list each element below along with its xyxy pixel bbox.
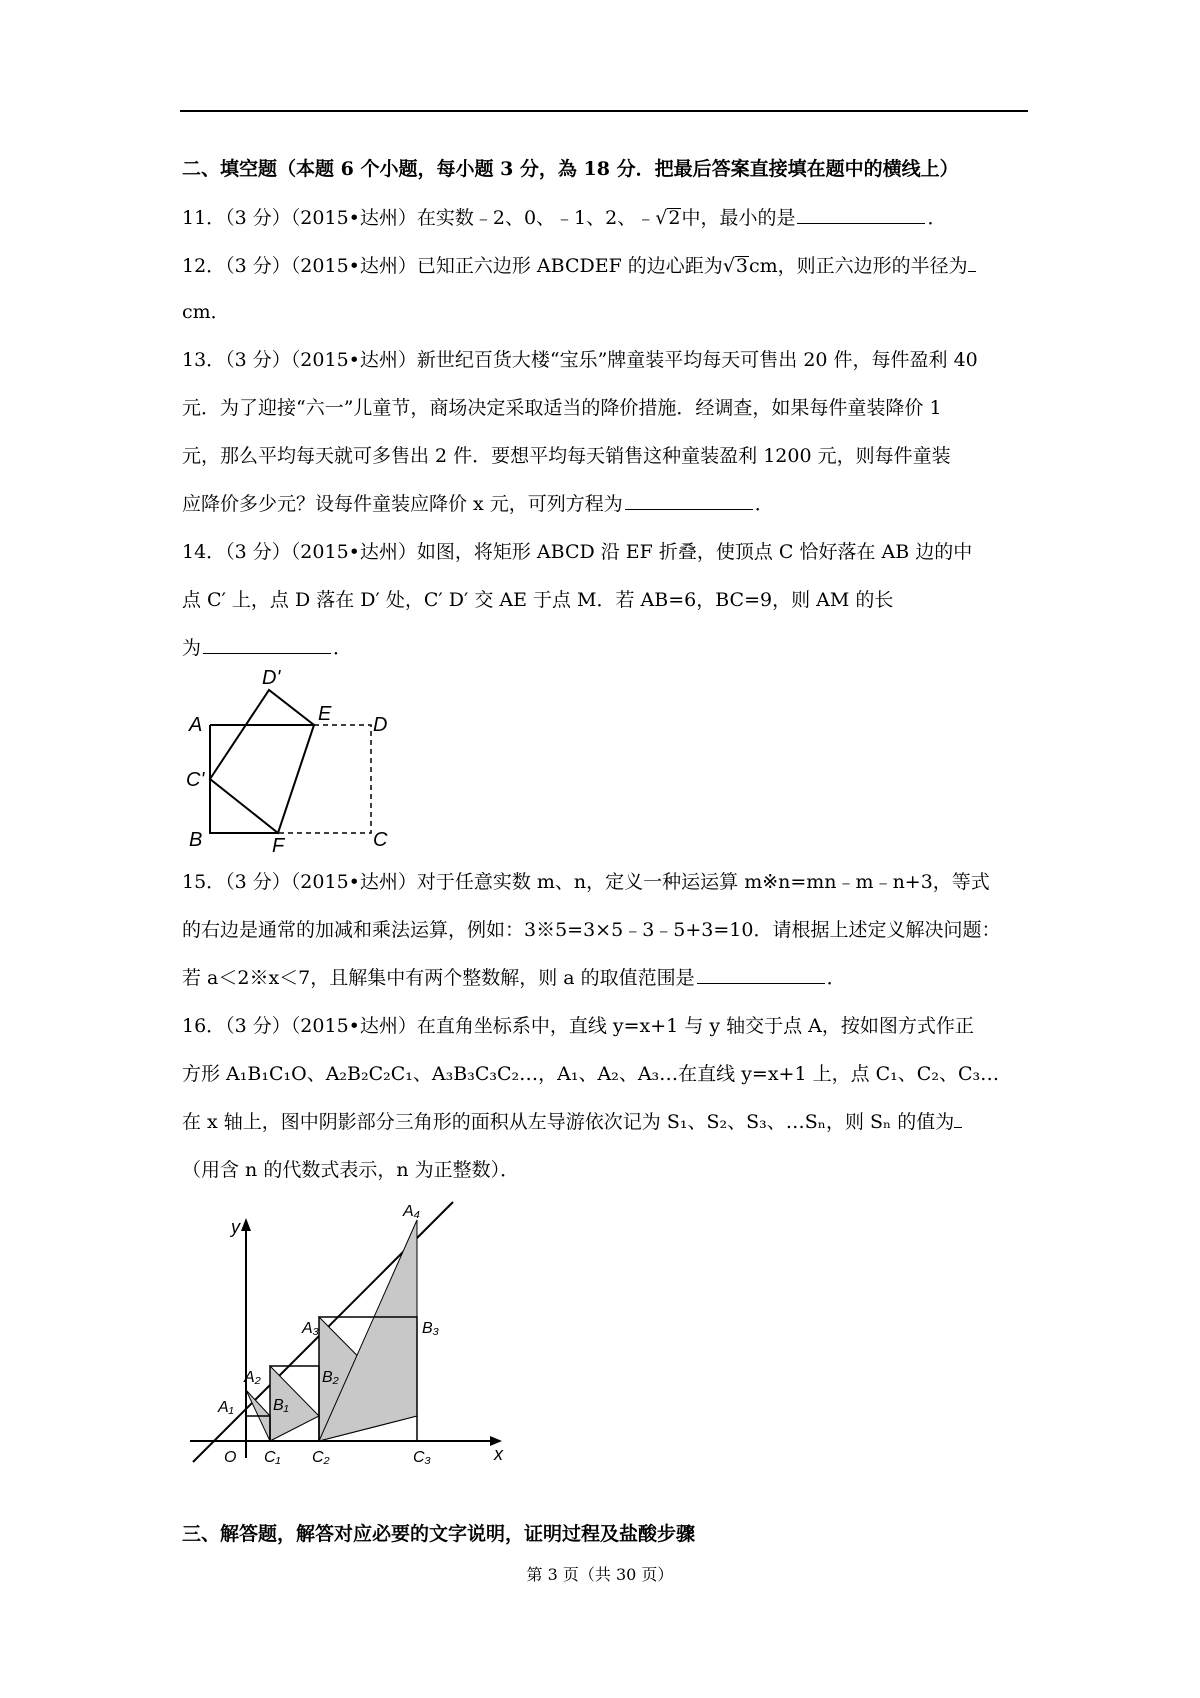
label-A1: A₁ xyxy=(218,1399,234,1416)
sqrt-symbol: √ xyxy=(655,207,668,229)
figure-coordinate-squares xyxy=(180,1200,510,1470)
question-15-line1: 15．（3 分）（2015•达州）对于任意实数 m、n，定义一种运运算 m※n=mn﹣m﹣n+3，等式 xyxy=(182,871,990,893)
answer-blank xyxy=(625,507,753,510)
shaded-triangle-4 xyxy=(319,1220,417,1441)
label-C1: C₁ xyxy=(264,1449,281,1466)
label-A4: A₄ xyxy=(403,1203,421,1220)
label-C2: C₂ xyxy=(312,1449,330,1466)
label-A2: A₂ xyxy=(244,1369,261,1386)
section-heading-fill-blank: 二、填空题（本题 6 个小题，每小题 3 分，為 18 分．把最后答案直接填在题中的横线上） xyxy=(182,158,959,180)
question-15-line3: 若 a＜2※x＜7，且解集中有两个整数解，则 a 的取值范围是 ． xyxy=(182,967,846,989)
dashed-original-edges xyxy=(278,725,371,833)
question-14-line2: 点 C′ 上，点 D 落在 D′ 处，C′ D′ 交 AE 于点 M．若 AB=6，BC=9，则 AM 的长 xyxy=(182,589,894,611)
label-B: B xyxy=(189,829,203,851)
question-13-line2: 元．为了迎接“六一”儿童节，商场决定采取适当的降价措施．经调查，如果每件童装降价 1 xyxy=(182,397,942,419)
label-C: C xyxy=(373,829,388,851)
question-13-line1: 13．（3 分）（2015•达州）新世纪百货大楼“宝乐”牌童装平均每天可售出 20 件，每件盈利 40 xyxy=(182,349,978,371)
label-B2: B₂ xyxy=(322,1369,339,1386)
label-O: O xyxy=(224,1449,237,1466)
question-13-line3: 元，那么平均每天就可多售出 2 件．要想平均每天销售这种童装盈利 1200 元，则每件童装 xyxy=(182,445,951,467)
header-rule xyxy=(180,110,1028,112)
answer-blank xyxy=(797,221,925,224)
answer-blank xyxy=(203,651,331,654)
answer-blank xyxy=(968,269,976,272)
sqrt-symbol: √ xyxy=(722,255,735,277)
radicand: 3 xyxy=(735,255,749,277)
y-axis-arrow-icon xyxy=(241,1218,251,1231)
label-C3: C₃ xyxy=(413,1449,431,1466)
label-B3: B₃ xyxy=(422,1320,440,1337)
question-16-line4: （用含 n 的代数式表示，n 为正整数）． xyxy=(182,1159,520,1181)
question-12-line2: cm． xyxy=(182,301,230,323)
label-A: A xyxy=(189,714,203,736)
label-B1: B₁ xyxy=(273,1397,289,1414)
folded-quadrilateral xyxy=(210,690,314,833)
question-14-line1: 14．（3 分）（2015•达州）如图，将矩形 ABCD 沿 EF 折叠，使顶点 C 恰好落在 AB 边的中 xyxy=(182,541,973,563)
label-D: D xyxy=(373,714,388,736)
figure-rectangle-fold xyxy=(180,670,400,852)
label-y: y xyxy=(231,1217,240,1237)
page-footer: 第 3 页（共 30 页） xyxy=(526,1565,674,1584)
label-x: x xyxy=(494,1444,503,1464)
label-F: F xyxy=(272,835,285,852)
rect-left-bottom-edges xyxy=(210,725,278,833)
question-16-line1: 16．（3 分）（2015•达州）在直角坐标系中，直线 y=x+1 与 y 轴交于点 A，按如图方式作正 xyxy=(182,1015,974,1037)
question-16-line2: 方形 A₁B₁C₁O、A₂B₂C₂C₁、A₃B₃C₃C₂…，A₁、A₂、A₃…在直线 y=x+1 上，点 C₁、C₂、C₃… xyxy=(182,1063,1000,1085)
label-C-prime: C' xyxy=(186,769,205,791)
question-13-line4: 应降价多少元？设每件童装应降价 x 元，可列方程为 ． xyxy=(182,493,774,515)
question-12: 12．（3 分）（2015•达州）已知正六边形 ABCDEF 的边心距为√3cm，则正六边形的半径为 xyxy=(182,256,976,277)
question-15-line2: 的右边是通常的加减和乘法运算，例如：3※5=3×5﹣3﹣5+3=10．请根据上述定义解决问题： xyxy=(182,919,1001,941)
section-heading-solutions: 三、解答题，解答对应必要的文字说明，证明过程及盐酸步骤 xyxy=(182,1523,696,1545)
label-D-prime: D' xyxy=(262,670,281,689)
label-A3: A₃ xyxy=(302,1320,320,1337)
answer-blank xyxy=(954,1125,962,1128)
answer-blank xyxy=(697,981,825,984)
question-16-line3: 在 x 轴上，图中阴影部分三角形的面积从左导游依次记为 S₁、S₂、S₃、…Sₙ，则 Sₙ 的值为 xyxy=(182,1113,962,1132)
label-E: E xyxy=(318,703,332,725)
question-14-line3: 为 ． xyxy=(182,637,353,659)
question-11: 11．（3 分）（2015•达州）在实数﹣2、0、﹣1、2、﹣√2中，最小的是 ． xyxy=(182,207,947,229)
radicand: 2 xyxy=(668,207,681,229)
